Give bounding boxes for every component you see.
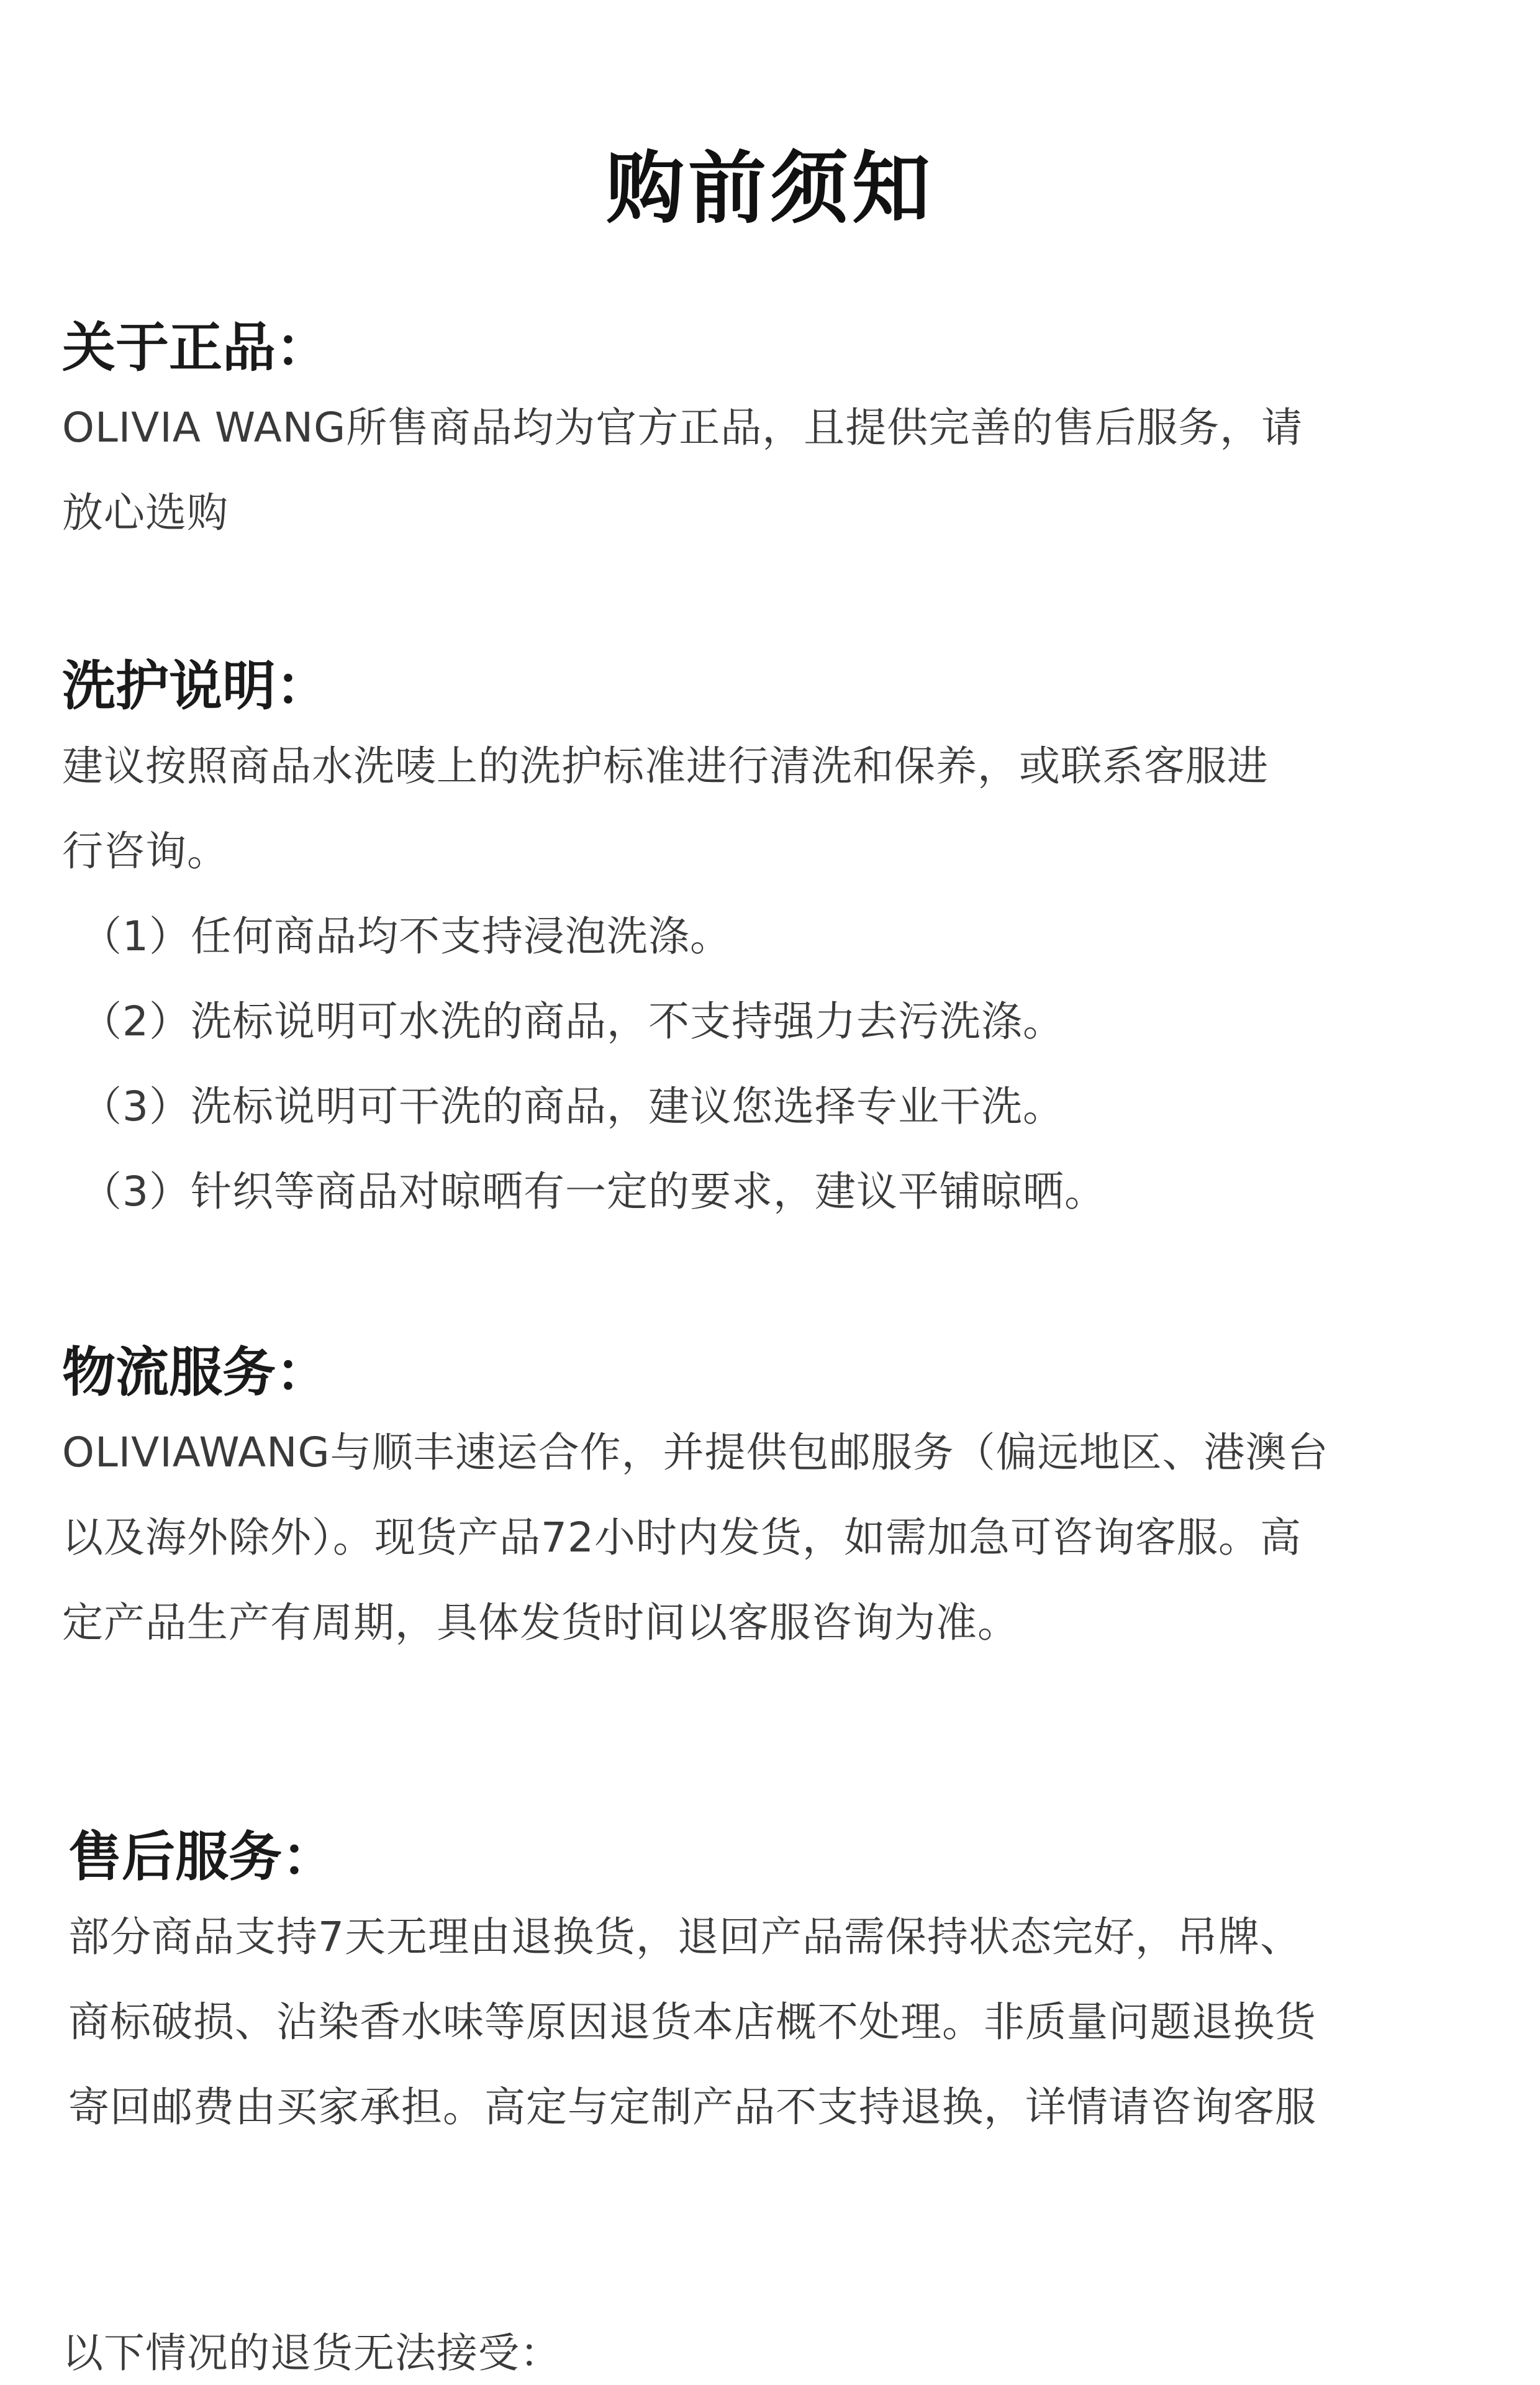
care-list-item: （3）洗标说明可干洗的商品，建议您选择专业干洗。 <box>81 1083 1064 1130</box>
authentic-text-line: OLIVIA WANG所售商品均为官方正品，且提供完善的售后服务，请 <box>62 404 1303 452</box>
care-list-item: （2）洗标说明可水洗的商品，不支持强力去污洗涤。 <box>81 997 1064 1045</box>
section-heading-aftersales: 售后服务： <box>68 1826 335 1888</box>
page-title: 购前须知 <box>606 143 934 235</box>
section-heading-logistics: 物流服务： <box>62 1342 329 1404</box>
aftersales-text-line: 部分商品支持7天无理由退换货，退回产品需保持状态完好，吊牌、 <box>68 1913 1302 1961</box>
section-aftersales <box>68 1820 1497 2150</box>
section-logistics <box>62 1335 1490 1665</box>
care-text-line: 建议按照商品水洗唛上的洗护标准进行清洗和保养，或联系客服进 <box>62 742 1269 790</box>
aftersales-text-line: 商标破损、沾染香水味等原因退货本店概不处理。非质量问题退换货 <box>68 1998 1316 2046</box>
care-list-item: （3）针织等商品对晾晒有一定的要求，建议平铺晾晒。 <box>81 1168 1106 1215</box>
care-list-item: （1）任何商品均不支持浸泡洗涤。 <box>81 912 732 960</box>
section-exceptions <box>62 2310 1490 2385</box>
care-text-line: 行咨询。 <box>62 827 229 875</box>
aftersales-text-line: 寄回邮费由买家承担。高定与定制产品不支持退换，详情请咨询客服 <box>68 2083 1316 2131</box>
section-heading-authentic: 关于正品： <box>62 317 329 379</box>
section-authentic <box>62 311 1490 555</box>
section-heading-care: 洗护说明： <box>62 655 329 717</box>
authentic-text-line: 放心选购 <box>62 489 229 537</box>
logistics-text-line: OLIVIAWANG与顺丰速运合作，并提供包邮服务（偏远地区、港澳台 <box>62 1429 1329 1476</box>
logistics-text-line: 定产品生产有周期，具体发货时间以客服咨询为准。 <box>62 1599 1019 1647</box>
section-care <box>62 649 1490 1234</box>
logistics-text-line: 以及海外除外）。现货产品72小时内发货，如需加急可咨询客服。高 <box>62 1514 1302 1561</box>
exceptions-heading: 以下情况的退货无法接受： <box>62 2329 561 2377</box>
